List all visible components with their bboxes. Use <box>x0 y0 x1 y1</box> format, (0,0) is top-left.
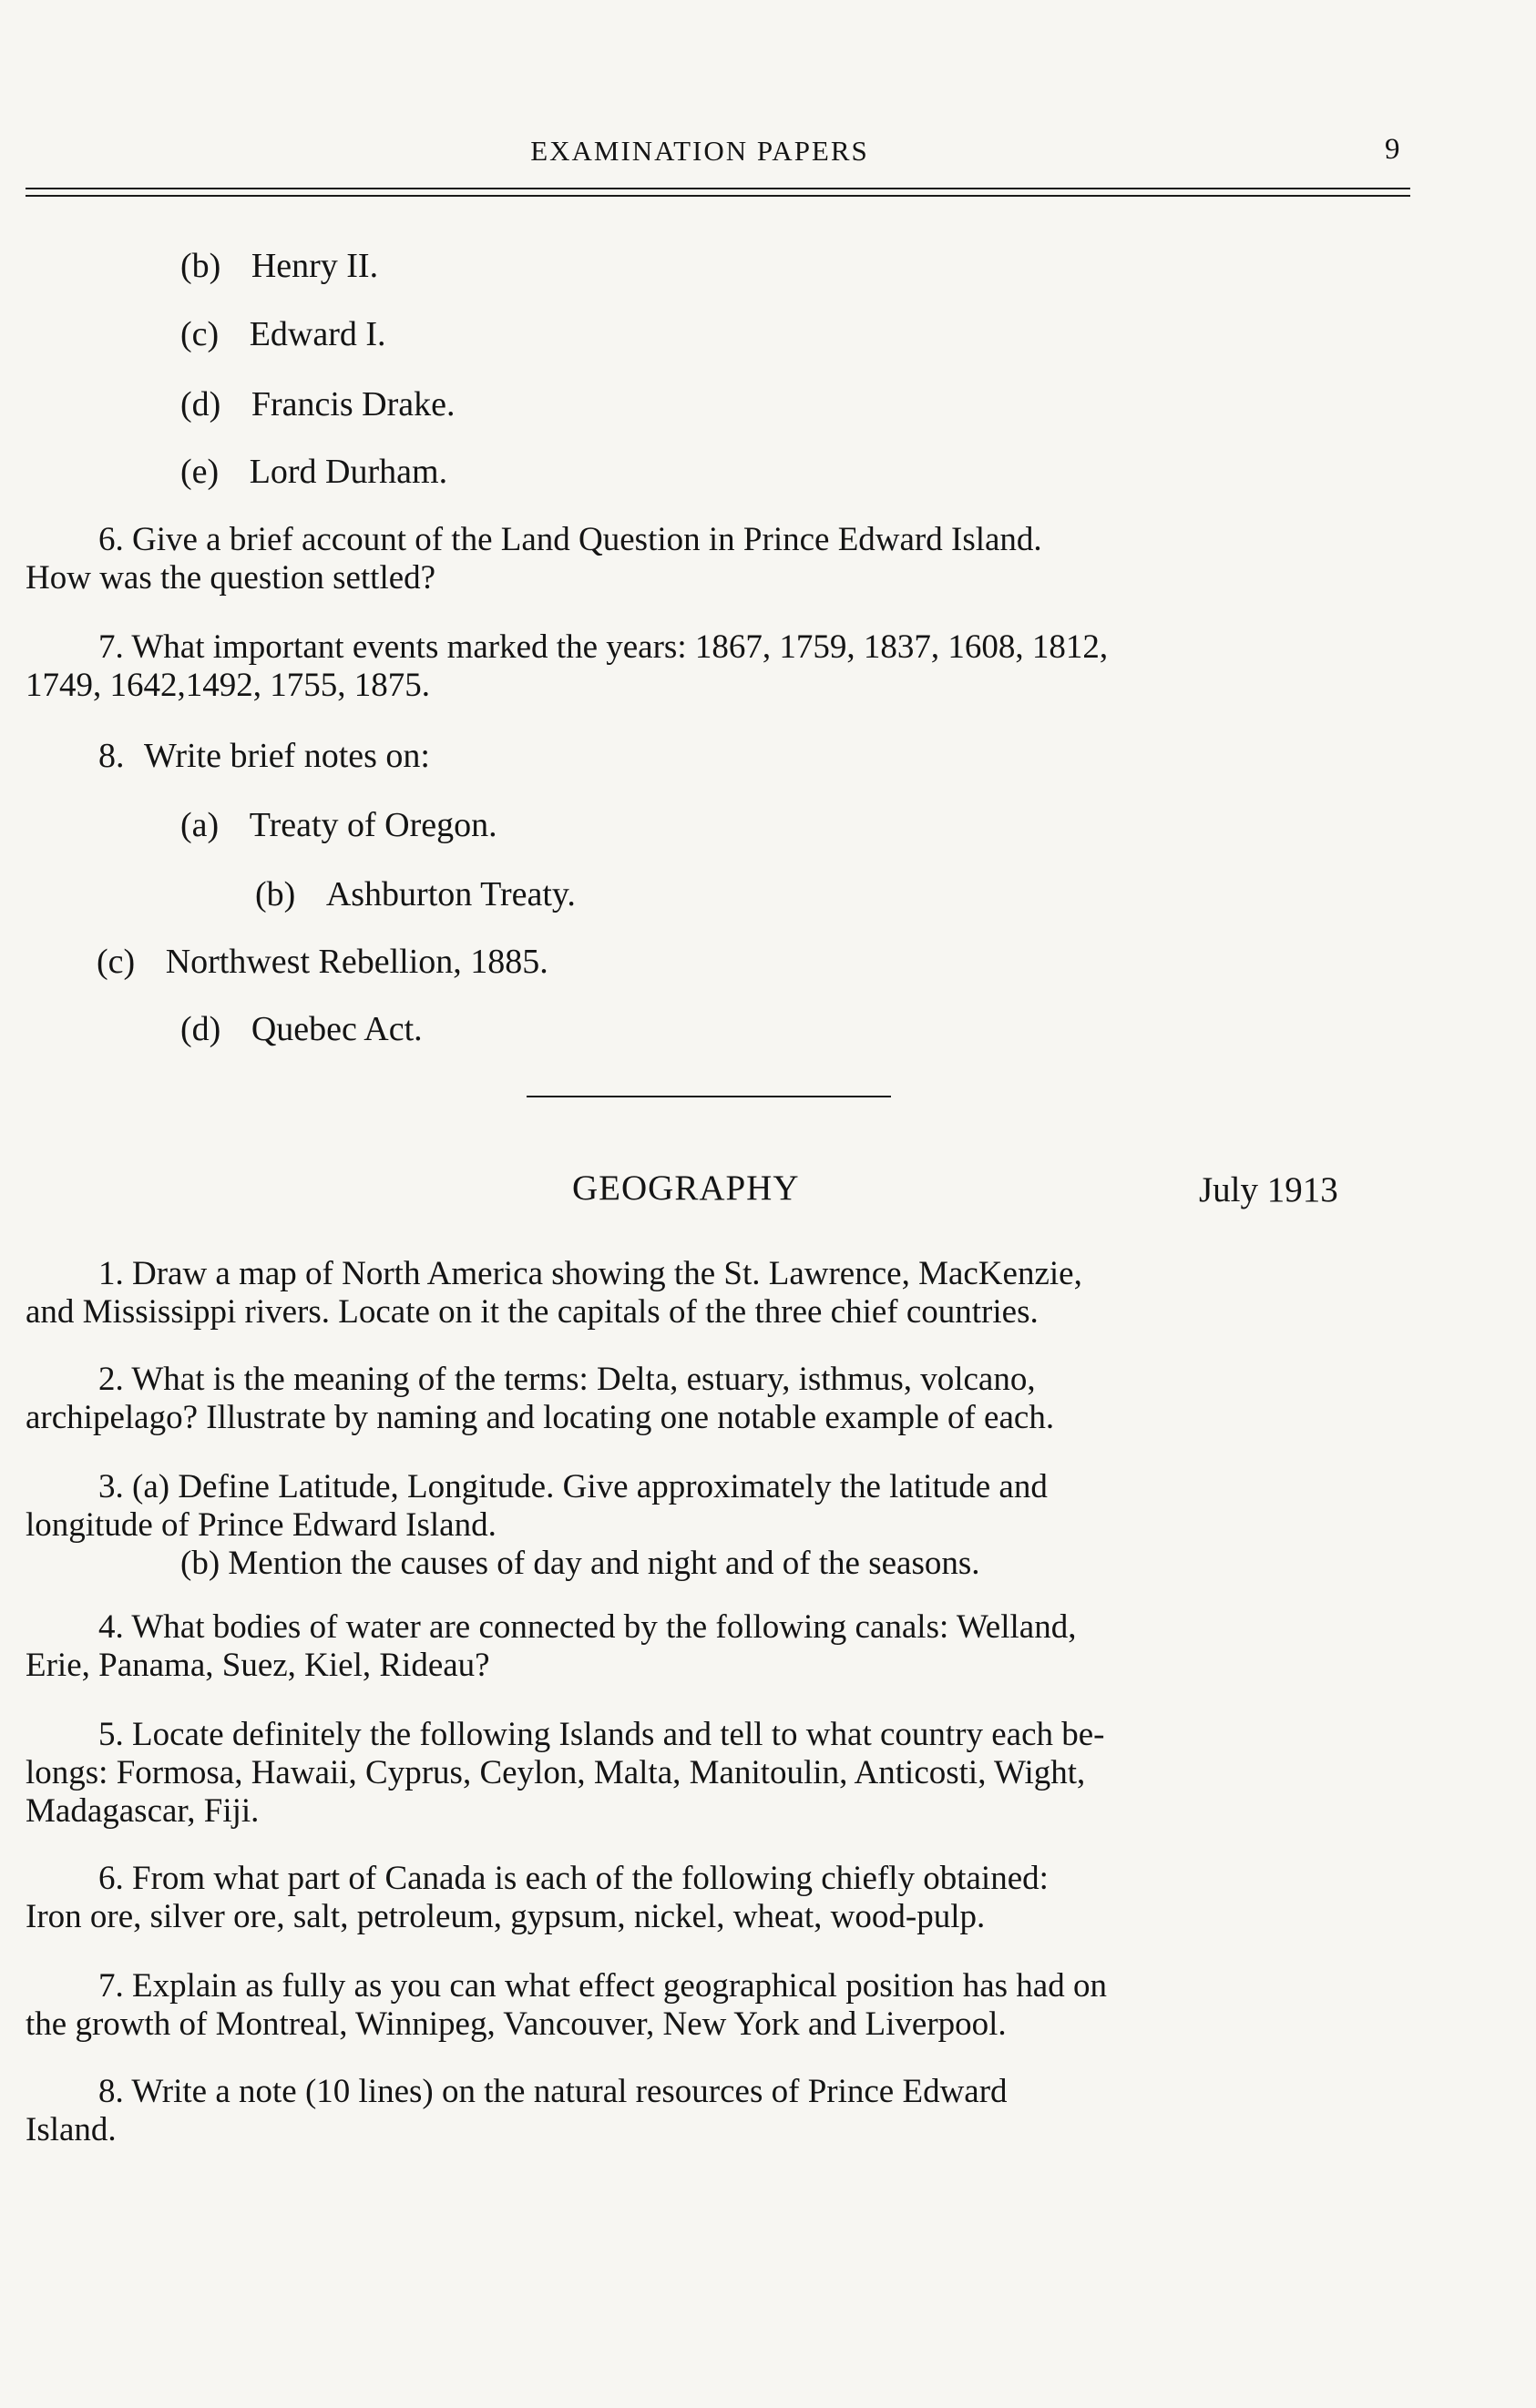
geography-question-3 <box>26 1468 1403 1583</box>
question-number: 8. <box>98 2073 124 2110</box>
list-item <box>97 942 548 982</box>
list-item <box>180 805 497 845</box>
geography-question-4 <box>26 1608 1403 1685</box>
question-number: 3. <box>98 1468 124 1505</box>
question-number: 4. <box>98 1608 124 1646</box>
geography-question-8 <box>26 2073 1403 2149</box>
question-7 <box>26 628 1403 705</box>
question-number: 8. <box>98 737 125 775</box>
question-text-line: How was the question settled? <box>26 559 436 597</box>
question-text-line: 1749, 1642,1492, 1755, 1875. <box>26 667 430 704</box>
list-item <box>255 874 576 914</box>
question-number: 6. <box>98 521 124 558</box>
item-text: Quebec Act. <box>251 1010 423 1048</box>
item-text: Northwest Rebellion, 1885. <box>165 943 548 981</box>
question-text-line: Draw a map of North America showing the St. Lawrence, MacKenzie, <box>132 1255 1082 1292</box>
item-label: (b) <box>255 875 296 913</box>
item-label: (d) <box>180 385 221 423</box>
section-title: GEOGRAPHY <box>572 1168 800 1208</box>
question-number: 6. <box>98 1860 124 1897</box>
question-text-line: Give a brief account of the Land Question in Prince Edward Island. <box>132 521 1042 558</box>
question-text-line: Madagascar, Fiji. <box>26 1792 260 1830</box>
question-text-line: (b) Mention the causes of day and night and of the seasons. <box>180 1545 980 1582</box>
question-text-line: What bodies of water are connected by the following canals: Welland, <box>131 1608 1077 1646</box>
question-text-line: longs: Formosa, Hawaii, Cyprus, Ceylon, Malta, Manitoulin, Anticosti, Wight, <box>26 1754 1086 1791</box>
question-text-line: Explain as fully as you can what effect geographical position has had on <box>132 1967 1107 2005</box>
question-number: 7. <box>98 1967 124 2005</box>
header-rule-top <box>26 188 1410 189</box>
question-text-line: (a) Define Latitude, Longitude. Give approximately the latitude and <box>132 1468 1048 1505</box>
question-text-line: archipelago? Illustrate by naming and locating one notable example of each. <box>26 1399 1055 1436</box>
geography-question-1 <box>26 1255 1403 1332</box>
item-text: Edward I. <box>249 315 386 353</box>
item-label: (d) <box>180 1010 221 1048</box>
item-text: Treaty of Oregon. <box>249 806 497 844</box>
list-item <box>180 1009 423 1049</box>
geography-question-5 <box>26 1716 1403 1831</box>
question-number: 1. <box>98 1255 124 1292</box>
question-text: Write brief notes on: <box>144 737 430 775</box>
item-label: (b) <box>180 247 221 285</box>
question-text-line: Iron ore, silver ore, salt, petroleum, gypsum, nickel, wheat, wood-pulp. <box>26 1898 986 1935</box>
question-text-line: and Mississippi rivers. Locate on it the capitals of the three chief countries. <box>26 1293 1039 1331</box>
list-item <box>180 246 378 286</box>
item-label: (c) <box>97 943 136 981</box>
question-text-line: From what part of Canada is each of the following chiefly obtained: <box>132 1860 1049 1897</box>
geography-question-2 <box>26 1361 1403 1437</box>
list-item <box>180 384 456 424</box>
page-number: 9 <box>1385 133 1400 166</box>
item-label: (a) <box>180 806 220 844</box>
question-text-line: the growth of Montreal, Winnipeg, Vancouver, New York and Liverpool. <box>26 2005 1007 2043</box>
question-text-line: What is the meaning of the terms: Delta, estuary, isthmus, volcano, <box>131 1361 1036 1398</box>
question-text-line: longitude of Prince Edward Island. <box>26 1506 497 1544</box>
running-header: EXAMINATION PAPERS <box>530 135 869 167</box>
question-8 <box>98 736 430 776</box>
section-divider <box>527 1096 891 1097</box>
list-item <box>180 452 447 492</box>
geography-question-6 <box>26 1860 1403 1936</box>
item-label: (c) <box>180 315 220 353</box>
item-text: Ashburton Treaty. <box>325 875 576 913</box>
list-item <box>180 314 386 354</box>
item-text: Francis Drake. <box>251 385 456 423</box>
question-number: 7. <box>98 628 124 666</box>
question-text-line: What important events marked the years: 1867, 1759, 1837, 1608, 1812, <box>131 628 1109 666</box>
question-text-line: Island. <box>26 2111 117 2148</box>
question-text-line: Write a note (10 lines) on the natural resources of Prince Edward <box>131 2073 1008 2110</box>
question-number: 2. <box>98 1361 124 1398</box>
header-rule-bottom <box>26 195 1410 197</box>
question-text-line: Erie, Panama, Suez, Kiel, Rideau? <box>26 1647 490 1684</box>
question-number: 5. <box>98 1716 124 1753</box>
section-date: July 1913 <box>1199 1170 1338 1209</box>
item-text: Henry II. <box>251 247 379 285</box>
item-label: (e) <box>180 453 220 491</box>
question-6 <box>26 521 1403 597</box>
item-text: Lord Durham. <box>249 453 448 491</box>
geography-question-7 <box>26 1967 1403 2044</box>
question-text-line: Locate definitely the following Islands and tell to what country each be- <box>132 1716 1105 1753</box>
